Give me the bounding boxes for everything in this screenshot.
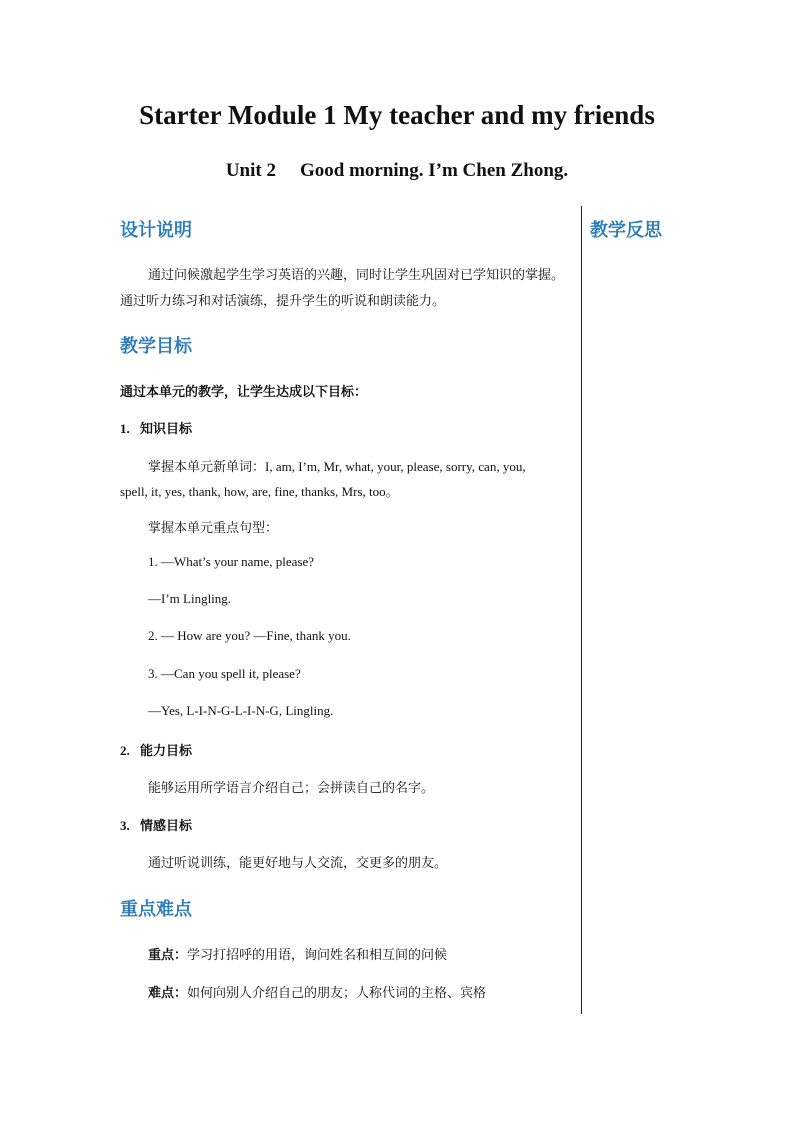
ability-goal-number: 2. bbox=[120, 743, 130, 758]
knowledge-goal-heading bbox=[120, 418, 578, 437]
ability-goal-label: 能力目标 bbox=[140, 743, 193, 758]
emotion-goal-heading bbox=[120, 815, 578, 834]
key-point bbox=[148, 944, 578, 963]
ability-goal-text: 能够运用所学语言介绍自己；会拼读自己的名字。 bbox=[148, 780, 435, 795]
vocab-line-2: spell, it, yes, thank, how, are, fine, thanks, Mrs, too。 bbox=[120, 484, 399, 499]
key-point-text: 学习打招呼的用语，询问姓名和相互间的问候 bbox=[187, 947, 448, 962]
key-point-label: 重点： bbox=[148, 947, 188, 962]
goals-intro: 通过本单元的教学，让学生达成以下目标： bbox=[120, 384, 368, 399]
pattern-3-question: 3. —Can you spell it, please? bbox=[148, 666, 301, 681]
unit-title: Good morning. I’m Chen Zhong. bbox=[299, 160, 569, 181]
knowledge-goal-label: 知识目标 bbox=[140, 421, 193, 436]
ability-goal-heading bbox=[120, 740, 578, 759]
difficult-point bbox=[148, 982, 578, 1001]
goals-heading: 教学目标 bbox=[120, 336, 192, 356]
vocab-line-1: 掌握本单元新单词：I, am, I’m, Mr, what, your, please, sorry, can, you, bbox=[148, 459, 526, 474]
patterns-label: 掌握本单元重点句型： bbox=[148, 520, 279, 535]
emotion-goal-label: 情感目标 bbox=[140, 818, 193, 833]
unit-number: Unit 2 bbox=[225, 160, 276, 181]
unit-subtitle bbox=[0, 160, 794, 182]
design-line-1: 通过问候激起学生学习英语的兴趣，同时让学生巩固对已学知识的掌握。 bbox=[148, 267, 565, 282]
page-title: Starter Module 1 My teacher and my friends bbox=[139, 100, 655, 130]
column-divider bbox=[581, 206, 582, 1014]
pattern-2: 2. — How are you? —Fine, thank you. bbox=[148, 628, 351, 643]
keypoints-heading: 重点难点 bbox=[120, 899, 192, 919]
pattern-1-question: 1. —What’s your name, please? bbox=[148, 554, 315, 569]
knowledge-goal-number: 1. bbox=[120, 421, 130, 436]
difficult-point-label: 难点： bbox=[148, 985, 188, 1000]
pattern-3-answer: —Yes, L-I-N-G-L-I-N-G, Lingling. bbox=[148, 703, 334, 718]
design-line-2: 通过听力练习和对话演练，提升学生的听说和朗读能力。 bbox=[120, 293, 446, 308]
design-heading: 设计说明 bbox=[120, 220, 192, 240]
emotion-goal-text: 通过听说训练，能更好地与人交流，交更多的朋友。 bbox=[148, 855, 448, 870]
difficult-point-text: 如何向别人介绍自己的朋友；人称代词的主格、宾格 bbox=[187, 985, 487, 1000]
reflection-heading: 教学反思 bbox=[590, 220, 662, 240]
emotion-goal-number: 3. bbox=[120, 818, 130, 833]
pattern-1-answer: —I’m Lingling. bbox=[148, 591, 232, 606]
